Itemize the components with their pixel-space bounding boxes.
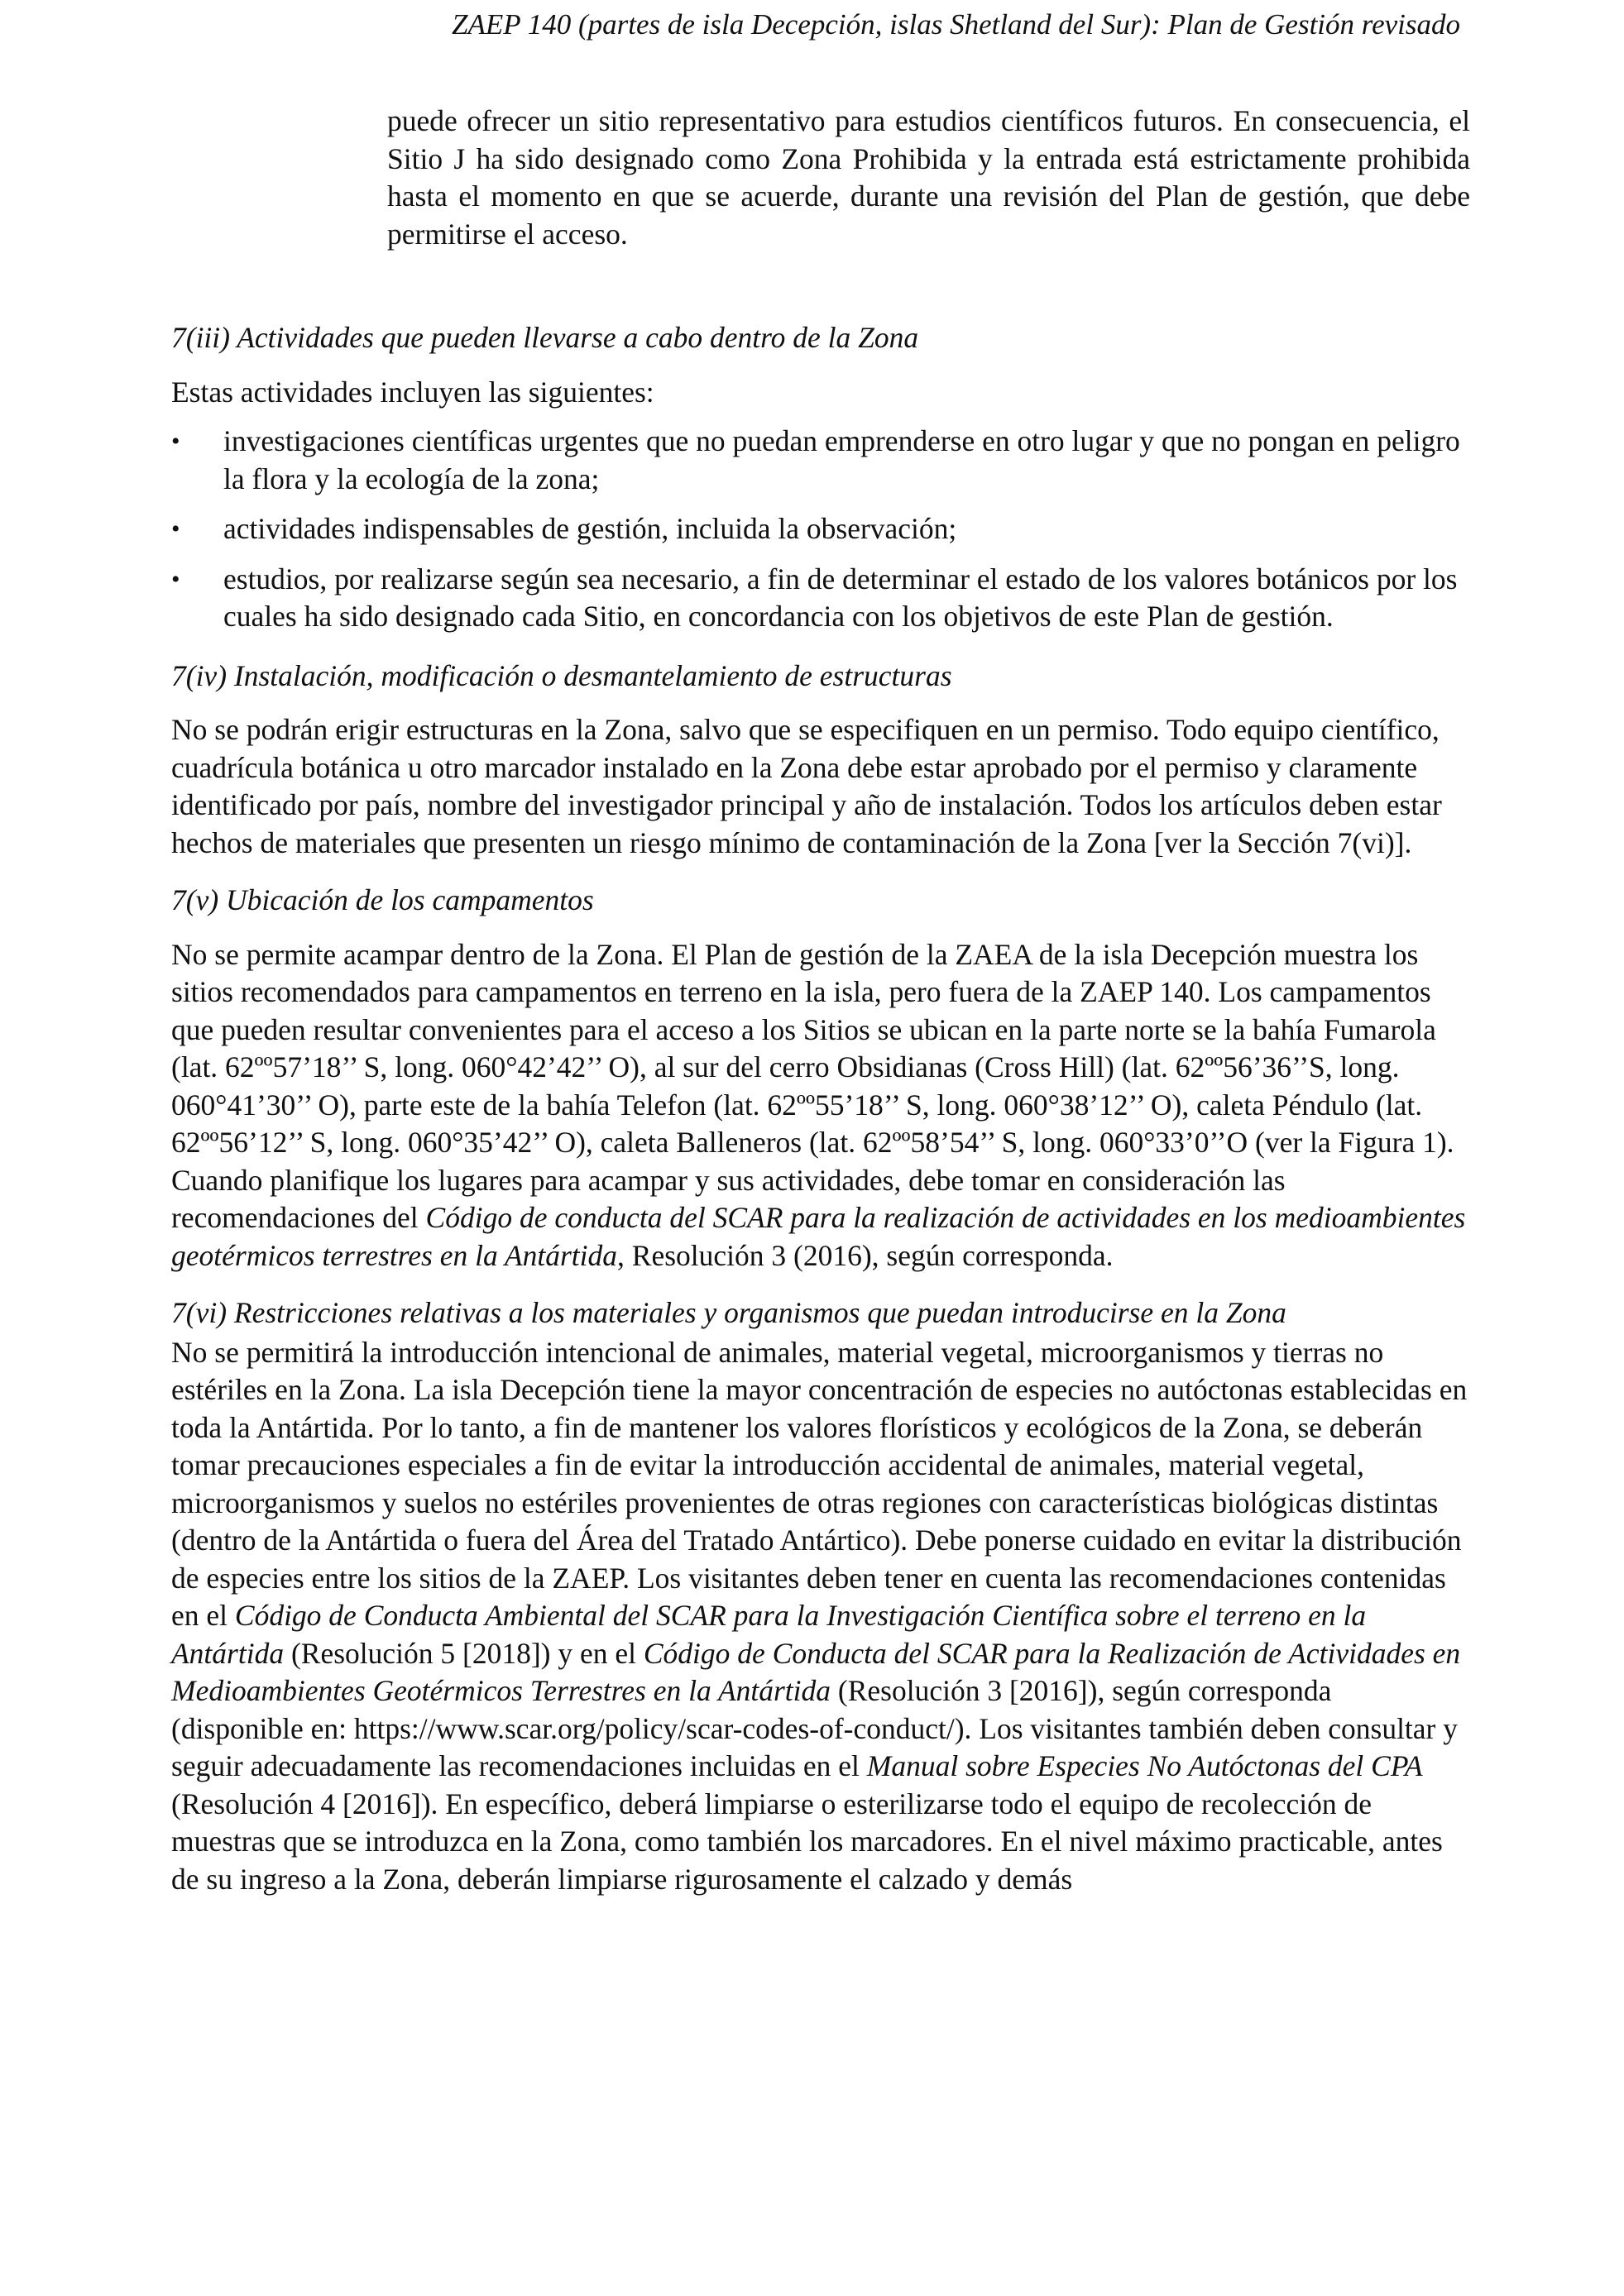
scar-geothermal-code-title: Código de conducta del SCAR para la realización de actividades en los medioambientes geotérmicos terrestres en la Antártida: [171, 1201, 1466, 1272]
section-7vi-text-4: (Resolución 4 [2016]). En específico, deberá limpiarse o esterilizarse todo el equipo de recolección de muestras que se introduzca en la Zona, como también los marcadores. En el nivel máximo practicable, antes de su ingreso a la Zona, deberán limpiarse rigurosamente el calzado y demás: [171, 1787, 1443, 1896]
list-item: [171, 423, 1470, 498]
bullet-icon: •: [171, 515, 180, 543]
list-item: [171, 510, 1470, 548]
running-header: ZAEP 140 (partes de isla Decepción, islas Shetland del Sur): Plan de Gestión revisado: [452, 8, 1460, 41]
document-body: [171, 103, 1470, 1898]
section-heading-7iii: 7(iii) Actividades que pueden llevarse a cabo dentro de la Zona: [171, 321, 919, 354]
section-7vi-paragraph: [171, 1334, 1470, 1899]
activities-list: [171, 423, 1470, 636]
list-item-text: actividades indispensables de gestión, incluida la observación;: [223, 512, 957, 545]
intro-paragraph: puede ofrecer un sitio representativo para estudios científicos futuros. En consecuencia, el Sitio J ha sido designado como Zona Prohibida y la entrada está estrictamente prohibida hasta el momento en que se acuerde, durante una revisión del Plan de gestión, que debe permitirse el acceso.: [387, 104, 1470, 251]
bullet-icon: •: [171, 565, 180, 593]
section-heading-7iv: 7(iv) Instalación, modificación o desmantelamiento de estructuras: [171, 658, 952, 692]
section-7vi-text-1: No se permitirá la introducción intencional de animales, material vegetal, microorganismos y tierras no estériles en la Zona. La isla Decepción tiene la mayor concentración de especies no autóctonas establecidas en toda la Antártida. Por lo tanto, a fin de mantener los valores florísticos y ecológicos de la Zona, se deberán tomar precauciones especiales a fin de evitar la introducción accidental de animales, material vegetal, microorganismos y suelos no estériles provenientes de otras regiones con características biológicas distintas (dentro de la Antártida o fuera del Área del Tratado Antártico). Debe ponerse cuidado en evitar la distribución de especies entre los sitios de la ZAEP. Los visitantes deben tener en cuenta las recomendaciones contenidas en el: [171, 1335, 1468, 1632]
section-7v-text-1: No se permite acampar dentro de la Zona. El Plan de gestión de la ZAEA de la isla Decepción muestra los sitios recomendados para campamentos en terreno en la isla, pero fuera de la ZAEP 140. Los campamentos que pueden resultar convenientes para el acceso a los Sitios se ubican en la parte norte se la bahía Fumarola (lat. 62ºº57’18’’ S, long. 060°42’42’’ O), al sur del cerro Obsidianas (Cross Hill) (lat. 62ºº56’36’’S, long. 060°41’30’’ O), parte este de la bahía Telefon (lat. 62ºº55’18’’ S, long. 060°38’12’’ O), caleta Péndulo (lat. 62ºº56’12’’ S, long. 060°35’42’’ O), caleta Balleneros (lat. 62ºº58’54’’ S, long. 060°33’0’’O (ver la Figura 1). Cuando planifique los lugares para acampar y sus actividades, debe tomar en consideración las recomendaciones del: [171, 937, 1454, 1234]
scar-geothermal-code-title: Código de Conducta del SCAR para la Realización de Actividades en Medioambientes Geotérmicos Terrestres en la Antártida: [171, 1636, 1461, 1707]
list-item-text: investigaciones científicas urgentes que no puedan emprenderse en otro lugar y que no pongan en peligro la flora y la ecología de la zona;: [223, 424, 1460, 495]
section-heading-7vi: 7(vi) Restricciones relativas a los materiales y organismos que puedan introducirse en la Zona: [171, 1296, 1286, 1329]
list-item-text: estudios, por realizarse según sea necesario, a fin de determinar el estado de los valores botánicos por los cuales ha sido designado cada Sitio, en concordancia con los objetivos de este Plan de gestión.: [223, 562, 1458, 633]
section-7v-paragraph: [171, 936, 1470, 1275]
section-7vi-text-3: (Resolución 3 [2016]), según corresponda (disponible en: https://www.scar.org/policy/scar-codes-of-conduct/). Los visitantes también deben consultar y seguir adecuadamente las recomendaciones incluidas en el: [171, 1674, 1458, 1782]
section-7v-text-2: , Resolución 3 (2016), según corresponda.: [617, 1238, 1114, 1272]
list-item: [171, 561, 1470, 636]
scar-environmental-code-title: Código de Conducta Ambiental del SCAR para la Investigación Científica sobre el terreno en la Antártida: [171, 1599, 1367, 1670]
section-7iii-lead: Estas actividades incluyen las siguientes:: [171, 375, 654, 409]
section-heading-7v: 7(v) Ubicación de los campamentos: [171, 883, 594, 916]
section-7iv-paragraph: No se podrán erigir estructuras en la Zona, salvo que se especifiquen en un permiso. Todo equipo científico, cuadrícula botánica u otro marcador instalado en la Zona debe estar aprobado por el permiso y claramente identificado por país, nombre del investigador principal y año de instalación. Todos los artículos deben estar hechos de materiales que presenten un riesgo mínimo de contaminación de la Zona [ver la Sección 7(vi)].: [171, 713, 1442, 859]
cpa-manual-title: Manual sobre Especies No Autóctonas del CPA: [866, 1749, 1423, 1782]
section-7vi-text-2: (Resolución 5 [2018]) y en el: [284, 1636, 644, 1670]
bullet-icon: •: [171, 428, 180, 455]
